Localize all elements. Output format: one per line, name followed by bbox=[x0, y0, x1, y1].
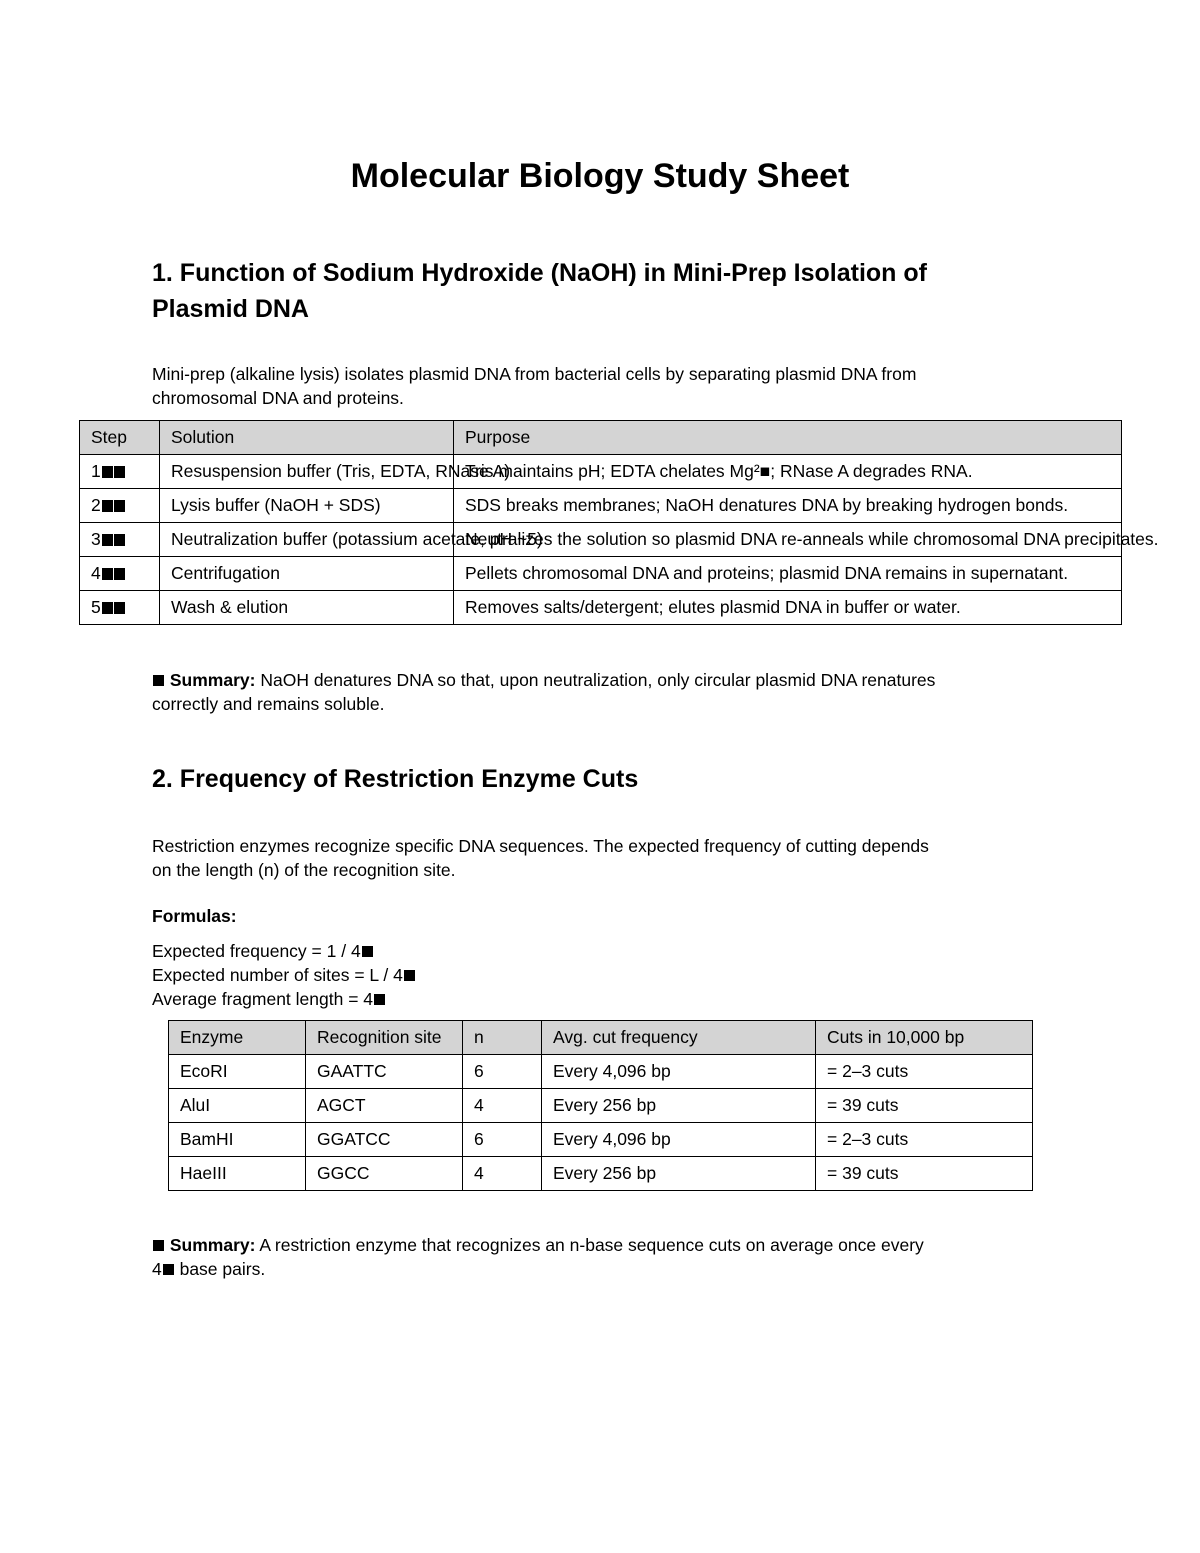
summary-text: A restriction enzyme that recognizes an n-base sequence cuts on average once every bbox=[255, 1235, 924, 1255]
summary-label: Summary: bbox=[169, 1235, 256, 1255]
section1-heading-line2: Plasmid DNA bbox=[152, 295, 309, 323]
frequency-cell: Every 256 bp bbox=[542, 1089, 816, 1123]
missing-glyph-icon bbox=[114, 534, 125, 546]
section1-intro-line1: Mini-prep (alkaline lysis) isolates plasmid DNA from bacterial cells by separating plasmid DNA from bbox=[152, 364, 917, 384]
missing-glyph-icon bbox=[114, 466, 125, 478]
site-cell: GGATCC bbox=[306, 1123, 463, 1157]
enzyme-cell: AluI bbox=[169, 1089, 306, 1123]
table-row bbox=[80, 557, 1122, 591]
missing-glyph-icon bbox=[102, 568, 113, 580]
step-cell bbox=[80, 455, 160, 489]
table-row bbox=[169, 1123, 1033, 1157]
formula-sites: Expected number of sites = L / 4 bbox=[152, 965, 403, 985]
step-number: 4 bbox=[91, 563, 101, 583]
enzyme-cell: BamHI bbox=[169, 1123, 306, 1157]
bullet-square-icon bbox=[153, 675, 164, 686]
table-row bbox=[169, 1089, 1033, 1123]
header-cuts: Cuts in 10,000 bp bbox=[816, 1021, 1033, 1055]
section1-intro bbox=[152, 362, 916, 410]
n-cell: 4 bbox=[463, 1089, 542, 1123]
step-number: 2 bbox=[91, 495, 101, 515]
bullet-square-icon bbox=[153, 1240, 164, 1251]
table-row bbox=[169, 1055, 1033, 1089]
section2-intro bbox=[152, 834, 929, 882]
missing-glyph-icon bbox=[102, 466, 113, 478]
summary-label: Summary: bbox=[169, 670, 256, 690]
header-step: Step bbox=[80, 421, 160, 455]
frequency-cell: Every 4,096 bp bbox=[542, 1055, 816, 1089]
step-number: 5 bbox=[91, 597, 101, 617]
cuts-cell: = 2–3 cuts bbox=[816, 1123, 1033, 1157]
section1-heading bbox=[152, 255, 927, 327]
header-n: n bbox=[463, 1021, 542, 1055]
purpose-cell: Removes salts/detergent; elutes plasmid DNA in buffer or water. bbox=[454, 591, 1122, 625]
table-row bbox=[80, 523, 1122, 557]
purpose-cell: Pellets chromosomal DNA and proteins; plasmid DNA remains in supernatant. bbox=[454, 557, 1122, 591]
missing-glyph-icon bbox=[102, 500, 113, 512]
solution-cell: Centrifugation bbox=[160, 557, 454, 591]
purpose-cell: Neutralizes the solution so plasmid DNA re-anneals while chromosomal DNA precipitates. bbox=[454, 523, 1122, 557]
frequency-cell: Every 4,096 bp bbox=[542, 1123, 816, 1157]
section1-intro-line2: chromosomal DNA and proteins. bbox=[152, 388, 404, 408]
enzyme-cell: EcoRI bbox=[169, 1055, 306, 1089]
summary-text-line2: correctly and remains soluble. bbox=[152, 694, 385, 714]
site-cell: AGCT bbox=[306, 1089, 463, 1123]
missing-glyph-icon bbox=[102, 534, 113, 546]
table-row bbox=[80, 455, 1122, 489]
frequency-cell: Every 256 bp bbox=[542, 1157, 816, 1191]
step-cell bbox=[80, 557, 160, 591]
solution-cell: Resuspension buffer (Tris, EDTA, RNase A) bbox=[160, 455, 454, 489]
section1-heading-line1: 1. Function of Sodium Hydroxide (NaOH) in Mini-Prep Isolation of bbox=[152, 259, 927, 287]
header-recognition-site: Recognition site bbox=[306, 1021, 463, 1055]
header-enzyme: Enzyme bbox=[169, 1021, 306, 1055]
cuts-cell: = 39 cuts bbox=[816, 1089, 1033, 1123]
n-cell: 6 bbox=[463, 1055, 542, 1089]
page-title: Molecular Biology Study Sheet bbox=[350, 157, 850, 195]
missing-glyph-icon bbox=[114, 568, 125, 580]
step-number: 1 bbox=[91, 461, 101, 481]
header-solution: Solution bbox=[160, 421, 454, 455]
header-avg-cut-frequency: Avg. cut frequency bbox=[542, 1021, 816, 1055]
step-number: 3 bbox=[91, 529, 101, 549]
formulas-label: Formulas: bbox=[152, 906, 237, 926]
solution-cell: Lysis buffer (NaOH + SDS) bbox=[160, 489, 454, 523]
missing-glyph-icon bbox=[114, 500, 125, 512]
n-cell: 6 bbox=[463, 1123, 542, 1157]
step-cell bbox=[80, 591, 160, 625]
enzyme-cell: HaeIII bbox=[169, 1157, 306, 1191]
missing-glyph-icon bbox=[163, 1264, 174, 1275]
table-row bbox=[80, 591, 1122, 625]
missing-glyph-icon bbox=[374, 994, 385, 1005]
section1-summary bbox=[152, 668, 935, 716]
table-row bbox=[169, 1157, 1033, 1191]
cuts-cell: = 39 cuts bbox=[816, 1157, 1033, 1191]
cuts-cell: = 2–3 cuts bbox=[816, 1055, 1033, 1089]
section2-summary bbox=[152, 1233, 924, 1281]
table-row bbox=[80, 489, 1122, 523]
missing-glyph-icon bbox=[362, 946, 373, 957]
purpose-cell: SDS breaks membranes; NaOH denatures DNA by breaking hydrogen bonds. bbox=[454, 489, 1122, 523]
site-cell: GGCC bbox=[306, 1157, 463, 1191]
purpose-cell: Tris maintains pH; EDTA chelates Mg²■; RNase A degrades RNA. bbox=[454, 455, 1122, 489]
solution-cell: Neutralization buffer (potassium acetate, pH ~5) bbox=[160, 523, 454, 557]
site-cell: GAATTC bbox=[306, 1055, 463, 1089]
solution-cell: Wash & elution bbox=[160, 591, 454, 625]
step-cell bbox=[80, 523, 160, 557]
formula-frequency: Expected frequency = 1 / 4 bbox=[152, 941, 361, 961]
section2-heading: 2. Frequency of Restriction Enzyme Cuts bbox=[152, 765, 639, 793]
summary-base: 4 bbox=[152, 1259, 162, 1279]
header-purpose: Purpose bbox=[454, 421, 1122, 455]
missing-glyph-icon bbox=[114, 602, 125, 614]
missing-glyph-icon bbox=[102, 602, 113, 614]
formula-fragment-length: Average fragment length = 4 bbox=[152, 989, 374, 1009]
missing-glyph-icon bbox=[404, 970, 415, 981]
enzyme-table-header bbox=[169, 1021, 1033, 1055]
miniprep-table-header bbox=[80, 421, 1122, 455]
section2-intro-line2: on the length (n) of the recognition site. bbox=[152, 860, 456, 880]
summary-text-line2: base pairs. bbox=[174, 1259, 266, 1279]
n-cell: 4 bbox=[463, 1157, 542, 1191]
section2-intro-line1: Restriction enzymes recognize specific DNA sequences. The expected frequency of cutting depends bbox=[152, 836, 929, 856]
step-cell bbox=[80, 489, 160, 523]
summary-text: NaOH denatures DNA so that, upon neutralization, only circular plasmid DNA renatures bbox=[255, 670, 936, 690]
miniprep-table bbox=[79, 420, 1159, 625]
formulas-list bbox=[152, 939, 416, 1011]
enzyme-table bbox=[168, 1020, 1033, 1191]
